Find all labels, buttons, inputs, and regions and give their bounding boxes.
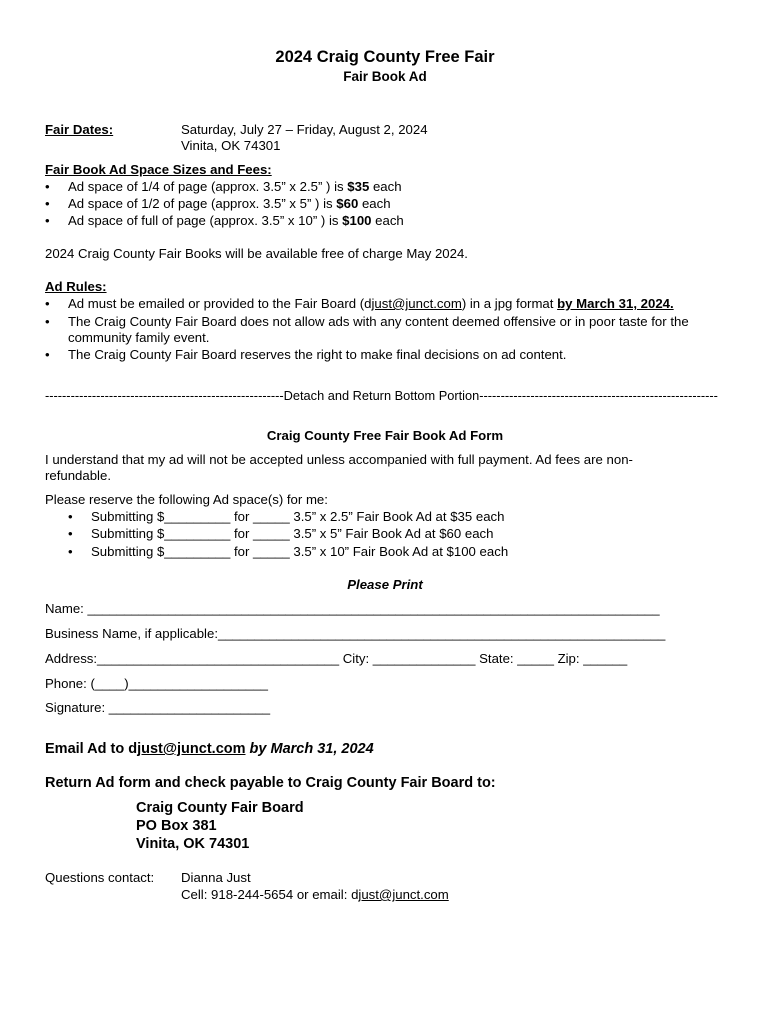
rule-text: The Craig County Fair Board does not allow ads with any content deemed offensive or in poor taste for the [68,314,689,329]
contact-label: Questions contact: [45,870,155,885]
rule-text-continued: community family event. [68,330,210,345]
bullet-icon: • [45,347,50,362]
contact-name: Dianna Just [181,870,251,885]
business-name-field[interactable]: Business Name, if applicable:_____________________________________________________________ [45,626,666,641]
bullet-icon: • [45,296,50,311]
bullet-icon: • [68,544,73,559]
return-address-line: PO Box 381 [136,818,217,834]
detach-divider: --------------------------------------------------------Detach and Return Bottom Portion-------------------------------------------------------- [45,388,718,403]
bullet-icon: • [68,526,73,541]
size-item-price: $60 [336,196,359,211]
availability-note: 2024 Craig County Fair Books will be available free of charge May 2024. [45,246,468,261]
form-title: Craig County Free Fair Book Ad Form [266,428,504,443]
email-ad-prefix: Email Ad to d [45,741,138,757]
signature-field[interactable]: Signature: ______________________ [45,700,271,715]
size-item-price: $100 [342,213,372,228]
email-link[interactable]: just@junct.com [358,887,449,902]
submission-text[interactable]: Submitting $_________ for _____ 3.5” x 5” Fair Book Ad at $60 each [91,526,494,541]
name-field[interactable]: Name: ______________________________________________________________________________ [45,601,660,616]
understand-text-continued: refundable. [45,468,111,483]
address-field[interactable]: Address:_________________________________ City: ______________ State: _____ Zip: ______ [45,651,628,666]
contact-cell-line [181,887,449,903]
sizes-heading: Fair Book Ad Space Sizes and Fees: [45,162,272,177]
email-link[interactable]: just@junct.com [137,741,246,757]
return-address-line: Craig County Fair Board [136,800,304,816]
bullet-icon: • [45,213,50,228]
contact-cell-text: Cell: 918-244-5654 or email: d [181,887,359,902]
rule-deadline: by March 31, 2024. [557,296,674,311]
size-item-price: $35 [347,179,370,194]
phone-field[interactable]: Phone: (____)___________________ [45,676,268,691]
email-ad-deadline: by March 31, 2024 [245,741,374,757]
size-item-text: Ad space of full of page (approx. 3.5” x 10” ) is [68,213,343,228]
submission-text[interactable]: Submitting $_________ for _____ 3.5” x 10” Fair Book Ad at $100 each [91,544,509,559]
fair-dates-label: Fair Dates: [45,122,114,137]
reserve-intro: Please reserve the following Ad space(s) for me: [45,492,328,507]
rules-heading: Ad Rules: [45,279,107,294]
document-title: 2024 Craig County Free Fair [275,48,495,66]
rule-text: The Craig County Fair Board reserves the right to make final decisions on ad content. [68,347,567,362]
size-item-text: Ad space of 1/4 of page (approx. 3.5” x 2.5” ) is [68,179,348,194]
bullet-icon: • [45,196,50,211]
email-link[interactable]: just@junct.com [371,296,462,311]
email-ad-line [45,741,374,757]
size-item-suffix: each [358,196,391,211]
bullet-icon: • [45,179,50,194]
rule-text: ) in a jpg format [461,296,558,311]
bullet-icon: • [45,314,50,329]
please-print: Please Print [347,577,423,592]
return-heading: Return Ad form and check payable to Craig County Fair Board to: [45,775,496,791]
submission-text[interactable]: Submitting $_________ for _____ 3.5” x 2.5” Fair Book Ad at $35 each [91,509,505,524]
size-item-suffix: each [371,213,404,228]
document-subtitle: Fair Book Ad [343,69,427,84]
fair-dates-value: Saturday, July 27 – Friday, August 2, 2024 [181,122,428,137]
size-item-suffix: each [369,179,402,194]
understand-text: I understand that my ad will not be accepted unless accompanied with full payment. Ad fees are non- [45,452,633,467]
rule-text: Ad must be emailed or provided to the Fair Board (d [68,296,372,311]
size-item-text: Ad space of 1/2 of page (approx. 3.5” x 5” ) is [68,196,337,211]
bullet-icon: • [68,509,73,524]
return-address-line: Vinita, OK 74301 [136,836,250,852]
fair-location: Vinita, OK 74301 [181,138,281,153]
